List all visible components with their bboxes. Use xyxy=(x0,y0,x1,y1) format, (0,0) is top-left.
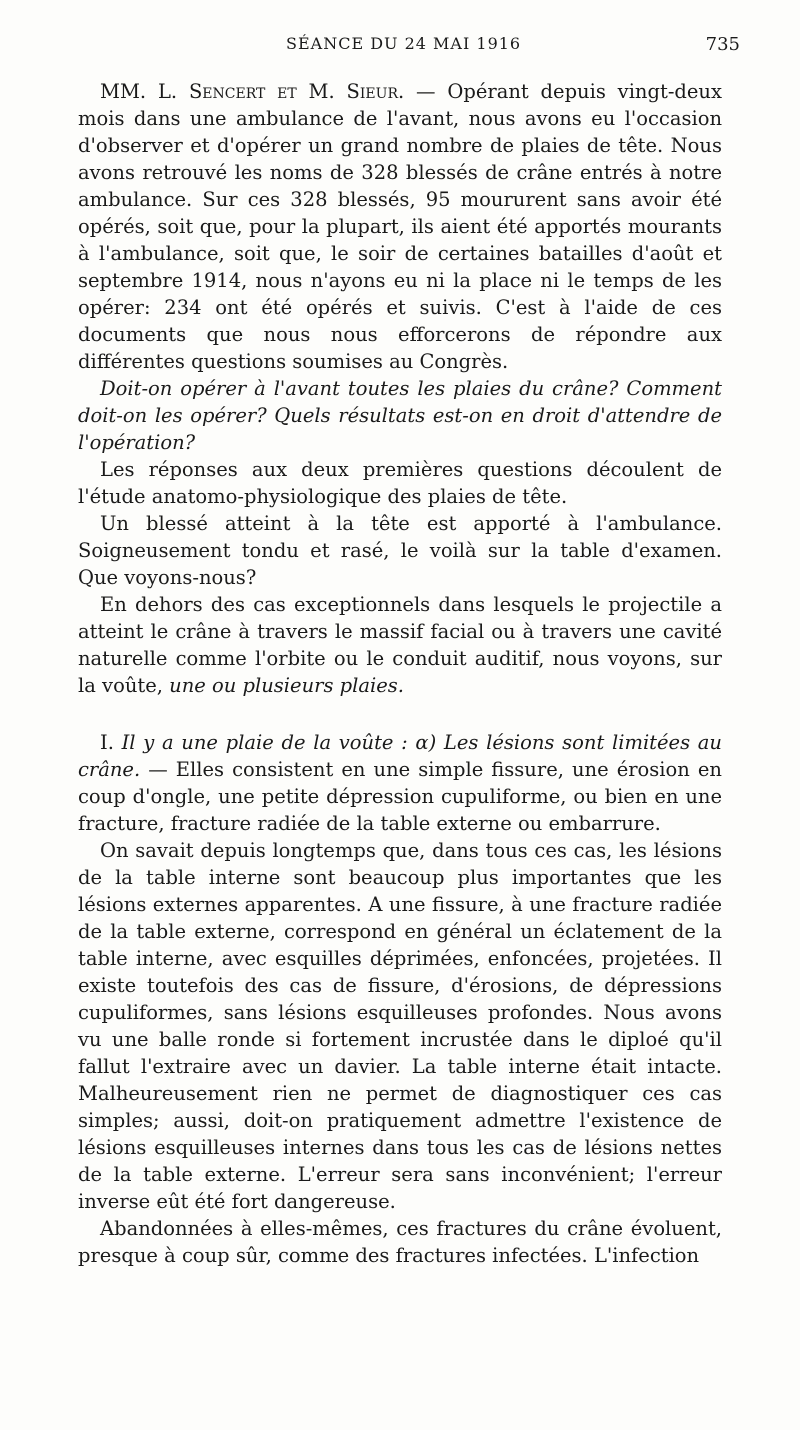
paragraph-section-one xyxy=(78,729,722,837)
paragraph-intro xyxy=(78,78,722,375)
paragraph-intro-text: — Opérant depuis vingt-deux mois dans une ambulance de l'avant, nous avons eu l'occasion d'observer et d'opérer un grand nombre de plaies de tête. Nous avons retrouvé les noms de 328 blessés de crâne entrés à notre ambulance. Sur ces 328 blessés, 95 moururent sans avoir été opérés, soit que, pour la plupart, ils aient été apportés mourants à l'ambulance, soit que, le soir de certaines batailles d'août et septembre 1914, nous n'ayons eu ni la place ni le temps de les opérer: 234 ont été opérés et suivis. C'est à l'aide de ces documents que nous nous efforcerons de répondre aux différentes questions soumises au Congrès. xyxy=(78,80,722,373)
body-text xyxy=(78,78,722,1269)
running-head xyxy=(0,34,800,60)
paragraph-questions: Doit-on opérer à l'avant toutes les plaies du crâne? Comment doit-on les opérer? Quels résultats est-on en droit d'attendre de l'opération? xyxy=(78,377,722,454)
section-text: — Elles consistent en une simple fissure, une érosion en coup d'ongle, une petite dépression cupuliforme, ou bien en une fracture, fracture radiée de la table externe ou embarrure. xyxy=(78,758,722,835)
paragraph-wounds-italic: une ou plusieurs plaies. xyxy=(169,674,404,697)
section-heading: Il y a une plaie de la voûte : α) Les lésions sont limitées au crâne. xyxy=(78,731,722,781)
paragraph-internal-lesions: On savait depuis longtemps que, dans tous ces cas, les lésions de la table interne sont beaucoup plus importantes que les lésions externes apparentes. A une fissure, à une fracture radiée de la table externe, correspond en général un éclatement de la table interne, avec esquilles déprimées, enfoncées, projetées. Il existe toutefois des cas de fissure, d'érosions, de dépressions cupuliformes, sans lésions esquilleuses profondes. Nous avons vu une balle ronde si fortement incrustée dans le diploé qu'il fallut l'extraire avec un davier. La table interne était intacte. Malheureusement rien ne permet de diagnostiquer ces cas simples; aussi, doit-on pratiquement admettre l'existence de lésions esquilleuses internes dans tous les cas de lésions nettes de la table externe. L'erreur sera sans inconvénient; l'erreur inverse eût été fort dangereuse. xyxy=(78,839,722,1213)
section-number: I. xyxy=(100,731,122,754)
paragraph-answers: Les réponses aux deux premières questions découlent de l'étude anatomo-physiologique des plaies de tête. xyxy=(78,458,722,508)
authors: MM. L. Sencert et M. Sieur. xyxy=(100,80,405,103)
paragraph-examination: Un blessé atteint à la tête est apporté à l'ambulance. Soigneusement tondu et rasé, le voilà sur la table d'examen. Que voyons-nous? xyxy=(78,512,722,589)
page-number: 735 xyxy=(705,34,740,55)
paragraph-wounds xyxy=(78,591,722,699)
paragraph-infection: Abandonnées à elles-mêmes, ces fractures du crâne évoluent, presque à coup sûr, comme des fractures infectées. L'infection xyxy=(78,1217,722,1267)
running-title: SÉANCE DU 24 MAI 1916 xyxy=(286,34,522,53)
paragraph-wounds-text: En dehors des cas exceptionnels dans lesquels le projectile a atteint le crâne à travers le massif facial ou à travers une cavité naturelle comme l'orbite ou le conduit auditif, nous voyons, sur la voûte, xyxy=(78,593,722,697)
